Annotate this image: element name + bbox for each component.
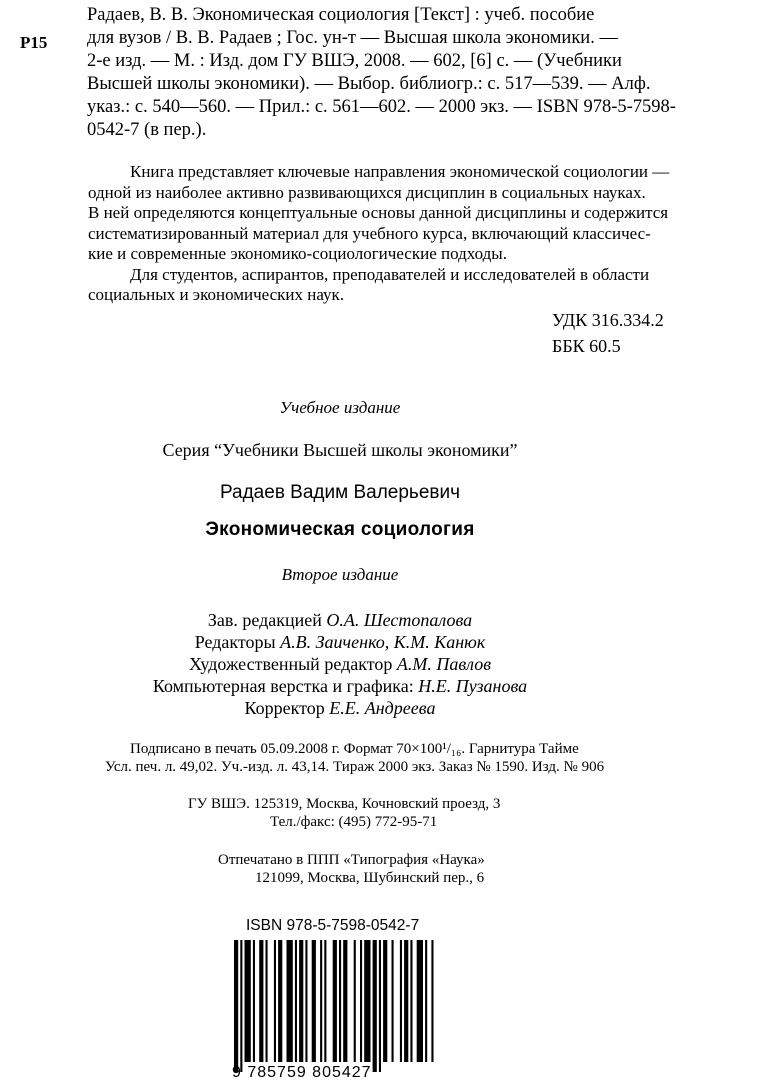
catalog-line: 0542-7 (в пер.).	[87, 120, 207, 140]
author-name: Радаев Вадим Валерьевич	[219, 482, 460, 503]
abstract-line: систематизированный материал для учебного курса, включающий классичес-	[88, 223, 651, 243]
publisher-phone: Тел./факс: (495) 772-95-71	[270, 814, 438, 830]
book-title: Экономическая социология	[205, 519, 475, 540]
catalog-line: для вузов / В. В. Радаев ; Гос. ун-т — Высшая школа экономики. —	[87, 28, 618, 48]
barcode-bar	[343, 940, 347, 1062]
publisher-address: ГУ ВШЭ. 125319, Москва, Кочновский проезд, 3	[188, 796, 501, 812]
barcode-bar	[312, 940, 316, 1062]
abstract-line: кие и современные экономико-социологические подходы.	[88, 244, 507, 263]
barcode-bar	[431, 940, 433, 1062]
abstract-line: Для студентов, аспирантов, преподавателей и исследователей в области	[130, 264, 650, 284]
abstract	[88, 162, 703, 306]
catalog-line: Высшей школы экономики). — Выбор. библиогр.: с. 517—539. — Алф.	[87, 74, 651, 94]
barcode-bar	[392, 940, 394, 1062]
barcode-bar	[259, 940, 263, 1062]
print-info-line: Подписано в печать 05.09.2008 г. Формат 70×100¹/₁₆. Гарнитура Тайме	[130, 741, 579, 757]
barcode-bar	[404, 940, 408, 1062]
barcode-bar	[360, 940, 362, 1062]
credit-line: Зав. редакцией О.А. Шестопалова	[207, 610, 473, 630]
abstract-line: социальных и экономических наук.	[88, 285, 345, 304]
barcode-bar	[240, 940, 242, 1072]
barcode-bar	[266, 940, 268, 1062]
barcode-bar	[354, 940, 356, 1062]
barcode-bar	[245, 940, 251, 1062]
series-name: Серия “Учебники Высшей школы экономики”	[162, 440, 518, 460]
catalog-line: указ.: с. 540—560. — Прил.: с. 561—602. — 2000 экз. — ISBN 978-5-7598-	[87, 97, 676, 117]
barcode-bar	[383, 940, 387, 1062]
barcode-bar	[278, 940, 282, 1062]
catalog-line: 2-е изд. — М. : Изд. дом ГУ ВШЭ, 2008. — 602, [6] с. — (Учебники	[87, 51, 622, 71]
barcode-bar	[253, 940, 255, 1062]
credits	[0, 609, 680, 719]
barcode-bar	[305, 940, 307, 1062]
catalog-record	[87, 4, 702, 142]
isbn-label: ISBN 978-5-7598-0542-7	[246, 917, 420, 934]
classification-code: Р15	[20, 33, 48, 52]
barcode-bar	[287, 940, 293, 1062]
credit-line: Художественный редактор А.М. Павлов	[188, 654, 492, 674]
barcode-bar	[299, 940, 303, 1062]
classification-indexes	[552, 307, 664, 359]
barcode-bar	[320, 940, 322, 1062]
printer-address: 121099, Москва, Шубинский пер., 6	[255, 870, 485, 886]
barcode-bar	[339, 940, 341, 1062]
barcode-bar	[373, 940, 377, 1072]
barcode-bar	[379, 940, 381, 1072]
barcode-bar	[425, 940, 427, 1062]
barcode-bar	[410, 940, 412, 1062]
abstract-line: В ней определяются концептуальные основы данной дисциплины и содержится	[88, 203, 669, 222]
credit-line: Корректор Е.Е. Андреева	[244, 698, 436, 718]
catalog-line: Радаев, В. В. Экономическая социология [Текст] : учеб. пособие	[87, 5, 595, 25]
abstract-line: Книга представляет ключевые направления экономической социологии —	[130, 162, 670, 181]
abstract-line: одной из наиболее активно развивающихся дисциплин в социальных науках.	[88, 182, 646, 202]
udc-code: УДК 316.334.2	[552, 310, 664, 330]
barcode-bar	[417, 940, 423, 1062]
credit-line: Редакторы А.В. Заиченко, К.М. Канюк	[194, 632, 486, 652]
edition-label: Второе издание	[281, 565, 399, 584]
barcode-bar	[274, 940, 276, 1062]
barcode-image	[232, 940, 437, 1072]
print-info-line: Усл. печ. л. 49,02. Уч.-изд. л. 43,14. Тираж 2000 экз. Заказ № 1590. Изд. № 906	[105, 759, 605, 775]
barcode-bar	[333, 940, 337, 1062]
edition-type: Учебное издание	[279, 398, 401, 417]
barcode-bar	[234, 940, 238, 1072]
barcode-digits: 9 785759 805427	[232, 1064, 372, 1081]
barcode-bar	[295, 940, 297, 1062]
barcode-bar	[364, 940, 370, 1062]
barcode-bar	[400, 940, 402, 1062]
bbk-code: ББК 60.5	[552, 336, 621, 356]
barcode-bar	[324, 940, 326, 1062]
credit-line: Компьютерная верстка и графика: Н.Е. Пузанова	[152, 676, 528, 696]
printer-name: Отпечатано в ППП «Типография «Наука»	[218, 852, 485, 868]
